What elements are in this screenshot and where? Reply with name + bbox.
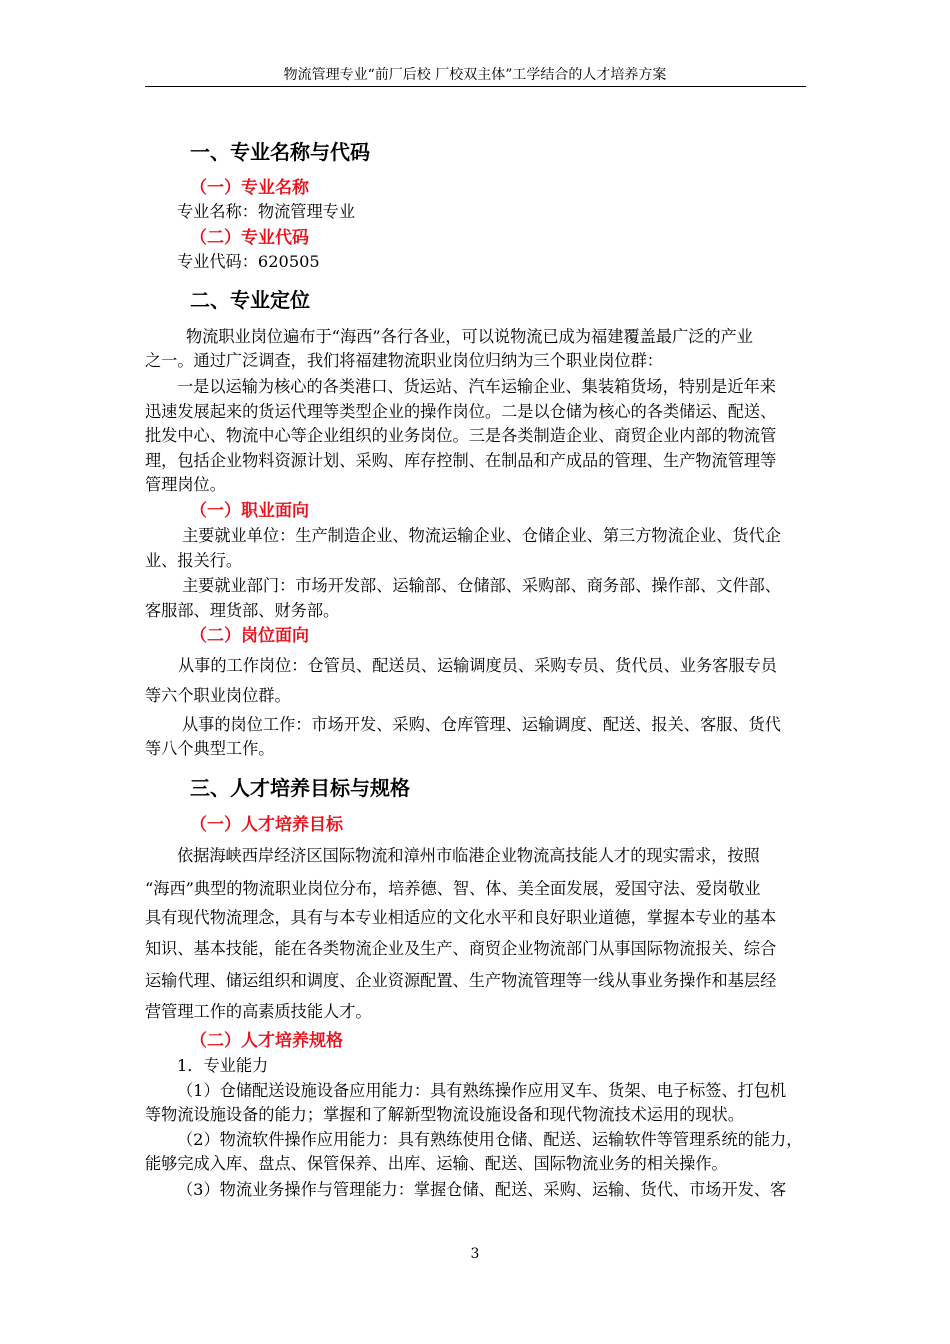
paragraph-line: 依据海峡西岸经济区国际物流和漳州市临港企业物流高技能人才的现实需求，按照 [177, 846, 760, 865]
paragraph-line: 从事的岗位工作：市场开发、采购、仓库管理、运输调度、配送、报关、客服、货代 [182, 715, 781, 734]
paragraph-line: 知识、基本技能，能在各类物流企业及生产、商贸企业物流部门从事国际物流报关、综合 [145, 939, 777, 958]
section-2-title: 二、专业定位 [190, 288, 310, 312]
career-heading: （一）职业面向 [190, 501, 309, 521]
spec-heading: （二）人才培养规格 [190, 1031, 343, 1051]
section-1-name-text: 专业名称：物流管理专业 [177, 202, 356, 221]
paragraph-line: 理，包括企业物料资源计划、采购、库存控制、在制品和产成品的管理、生产物流管理等 [145, 451, 777, 470]
header-divider [145, 86, 806, 87]
section-1-name-heading: （一）专业名称 [190, 178, 309, 198]
paragraph-line: 等八个典型工作。 [145, 739, 275, 758]
paragraph-line: 之一。通过广泛调查，我们将福建物流职业岗位归纳为三个职业岗位群： [145, 351, 663, 370]
paragraph-line: 能够完成入库、盘点、保管保养、出库、运输、配送、国际物流业务的相关操作。 [145, 1154, 728, 1173]
section-1-code-text: 专业代码：620505 [177, 252, 320, 271]
paragraph-line: “海西”典型的物流职业岗位分布，培养德、智、体、美全面发展，爱国守法、爱岗敬业 [145, 879, 761, 898]
paragraph-line: 1．专业能力 [177, 1056, 269, 1075]
paragraph-line: 营管理工作的高素质技能人才。 [145, 1002, 372, 1021]
paragraph-line: 一是以运输为核心的各类港口、货运站、汽车运输企业、集装箱货场，特别是近年来 [177, 377, 776, 396]
paragraph-line: 客服部、理货部、财务部。 [145, 601, 340, 620]
goal-heading: （一）人才培养目标 [190, 815, 343, 835]
paragraph-line: 从事的工作岗位：仓管员、配送员、运输调度员、采购专员、货代员、业务客服专员 [178, 656, 777, 675]
paragraph-line: 业、报关行。 [145, 551, 243, 570]
paragraph-line: （1）仓储配送设施设备应用能力：具有熟练操作应用叉车、货架、电子标签、打包机 [177, 1081, 787, 1100]
paragraph-line: （3）物流业务操作与管理能力：掌握仓储、配送、采购、运输、货代、市场开发、客 [177, 1180, 787, 1199]
paragraph-line: 主要就业部门：市场开发部、运输部、仓储部、采购部、商务部、操作部、文件部、 [182, 576, 781, 595]
paragraph-line: 管理岗位。 [145, 475, 226, 494]
paragraph-line: （2）物流软件操作应用能力：具有熟练使用仓储、配送、运输软件等管理系统的能力， [177, 1130, 803, 1149]
page-number: 3 [470, 1246, 480, 1262]
running-header: 物流管理专业“前厂后校 厂校双主体”工学结合的人才培养方案 [283, 67, 667, 83]
paragraph-line: 具有现代物流理念，具有与本专业相适应的文化水平和良好职业道德，掌握本专业的基本 [145, 908, 777, 927]
paragraph-line: 迅速发展起来的货运代理等类型企业的操作岗位。二是以仓储为核心的各类储运、配送、 [145, 402, 777, 421]
paragraph-line: 等物流设施设备的能力；掌握和了解新型物流设施设备和现代物流技术运用的现状。 [145, 1105, 744, 1124]
section-3-title: 三、人才培养目标与规格 [190, 776, 410, 800]
paragraph-line: 批发中心、物流中心等企业组织的业务岗位。三是各类制造企业、商贸企业内部的物流管 [145, 426, 777, 445]
post-heading: （二）岗位面向 [190, 626, 309, 646]
paragraph-line: 等六个职业岗位群。 [145, 686, 291, 705]
section-1-title: 一、专业名称与代码 [190, 140, 370, 164]
paragraph-line: 主要就业单位：生产制造企业、物流运输企业、仓储企业、第三方物流企业、货代企 [182, 526, 781, 545]
paragraph-line: 运输代理、储运组织和调度、企业资源配置、生产物流管理等一线从事业务操作和基层经 [145, 971, 777, 990]
paragraph-line: 物流职业岗位遍布于“海西”各行各业，可以说物流已成为福建覆盖最广泛的产业 [186, 327, 753, 346]
section-1-code-heading: （二）专业代码 [190, 228, 309, 248]
